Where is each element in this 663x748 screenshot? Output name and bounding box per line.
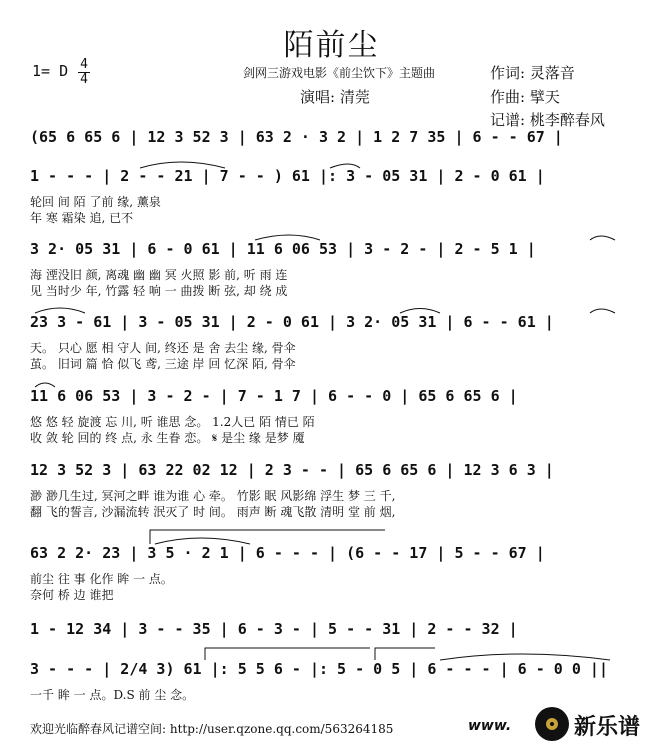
logo-prefix: www. xyxy=(468,718,512,734)
time-signature xyxy=(78,58,90,87)
singer: 演唱: 清莞 xyxy=(300,88,370,106)
footer-text: 欢迎光临醉春风记谱空间: http://user.qzone.qq.com/563264185 xyxy=(30,722,394,736)
composer: 作曲: 擘天 xyxy=(490,88,560,106)
site-logo xyxy=(468,704,663,744)
lyric-line-2: 收 敛 轮 回的 终 点, 永 生眷 恋。 𝄋 是尘 缘 是梦 魇 xyxy=(30,431,305,445)
lyric-line-2: 见 当时少 年, 竹露 轻 响 一 曲拨 断 弦, 却 绕 成 xyxy=(30,284,288,298)
logo-text: 新乐谱 xyxy=(574,715,641,740)
staff-notes: 12 3 52 3 | 63 22 02 12 | 2 3 - - | 65 6 65 6 | 12 3 6 3 | xyxy=(30,461,554,479)
lyric-line-1: 渺 渺几生过, 冥河之畔 谁为谁 心 牵。 竹影 眠 风影绵 浮生 梦 三 千, xyxy=(30,489,396,503)
song-subtitle: 剑网三游戏电影《前尘饮下》主题曲 xyxy=(243,66,436,80)
record-icon xyxy=(532,704,572,744)
staff-notes: (65 6 65 6 | 12 3 52 3 | 63 2 · 3 2 | 1 2 7 35 | 6 - - 67 | xyxy=(30,128,563,146)
time-signature-bottom: 4 xyxy=(78,72,90,87)
lyricist: 作词: 灵落音 xyxy=(490,64,575,82)
key-signature: 1= D xyxy=(32,62,69,80)
lyric-line-1: 轮回 间 陌 了前 缘, 薰泉 xyxy=(30,195,161,209)
staff-notes: 1 - - - | 2 - - 21 | 7 - - ) 61 |: 3 - 05 31 | 2 - 0 61 | xyxy=(30,167,545,185)
lyric-line-1: 天。 只心 愿 相 守人 间, 终还 是 舍 去尘 缘, 骨伞 xyxy=(30,341,296,355)
lyric-line-1: 一千 眸 一 点。D.S 前 尘 念。 xyxy=(30,688,195,702)
staff-notes: 3 2· 05 31 | 6 - 0 61 | 11 6 06 53 | 3 - 2 - | 2 - 5 1 | xyxy=(30,240,536,258)
staff-notes: 63 2 2· 23 | 3 5 · 2 1 | 6 - - - | (6 - - 17 | 5 - - 67 | xyxy=(30,544,545,562)
lyric-line-2: 年 寒 霜染 追, 已不 xyxy=(30,211,134,225)
lyric-line-1: 海 湮没旧 颜, 离魂 幽 幽 冥 火照 影 前, 听 雨 连 xyxy=(30,268,288,282)
lyric-line-2: 奈何 桥 边 谁把 xyxy=(30,588,114,602)
staff-notes: 1 - 12 34 | 3 - - 35 | 6 - 3 - | 5 - - 31 | 2 - - 32 | xyxy=(30,620,518,638)
transcriber: 记谱: 桃李醉春风 xyxy=(490,111,605,129)
lyric-line-1: 前尘 往 事 化作 眸 一 点。 xyxy=(30,572,173,586)
lyric-line-2: 茧。 旧词 篇 恰 似飞 鸢, 三途 岸 回 忆深 陌, 骨伞 xyxy=(30,357,296,371)
staff-notes: 3 - - - | 2/4 3) 61 |: 5 5 6 - |: 5 - 0 5 | 6 - - - | 6 - 0 0 || xyxy=(30,660,608,678)
lyric-line-1: 悠 悠 轻 旋渡 忘 川, 听 谁思 念。 1.2人已 陌 情已 陌 xyxy=(30,415,315,429)
staff-notes: 11 6 06 53 | 3 - 2 - | 7 - 1 7 | 6 - - 0 | 65 6 65 6 | xyxy=(30,387,518,405)
lyric-line-2: 翻 飞的誓言, 沙漏流转 泯灭了 时 间。 雨声 断 魂飞散 清明 堂 前 烟, xyxy=(30,505,396,519)
time-signature-top: 4 xyxy=(80,57,88,72)
staff-notes: 23 3 - 61 | 3 - 05 31 | 2 - 0 61 | 3 2· 05 31 | 6 - - 61 | xyxy=(30,313,554,331)
song-title: 陌前尘 xyxy=(283,28,380,63)
